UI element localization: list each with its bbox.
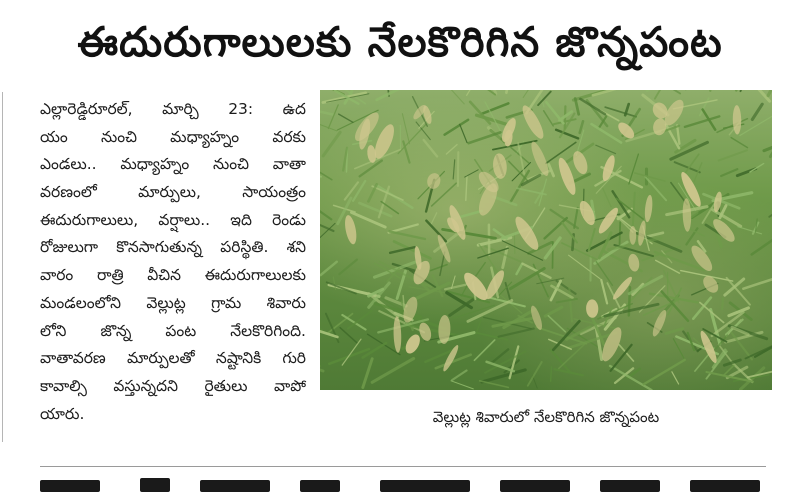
grass-blade bbox=[523, 264, 551, 278]
grass-blade bbox=[633, 193, 635, 226]
grass-blade bbox=[721, 169, 737, 176]
grass-blade bbox=[693, 298, 711, 319]
body-line: మండలంలోని వెల్లుట్ల గ్రామ శివారు bbox=[40, 293, 306, 312]
grass-blade bbox=[430, 265, 447, 271]
grass-blade bbox=[339, 260, 357, 275]
sorghum-seed-head bbox=[519, 103, 547, 141]
body-line: యం నుంచి మధ్యాహ్నం వరకు bbox=[40, 127, 306, 146]
sorghum-seed-head bbox=[682, 198, 692, 232]
grass-blade bbox=[644, 360, 685, 384]
grass-blade bbox=[514, 233, 515, 253]
grass-blade bbox=[557, 299, 577, 303]
grass-blade bbox=[575, 99, 579, 115]
grass-blade bbox=[548, 316, 565, 332]
grass-blade bbox=[752, 236, 772, 255]
sorghum-seed-head bbox=[492, 153, 508, 180]
grass-blade bbox=[646, 233, 663, 237]
grass-blade bbox=[768, 90, 772, 96]
grass-blade bbox=[580, 99, 605, 114]
grass-blade bbox=[416, 122, 430, 140]
sorghum-seed-head bbox=[586, 299, 599, 318]
sorghum-seed-head bbox=[596, 205, 621, 236]
grass-blade bbox=[474, 340, 494, 360]
grass-blade bbox=[360, 161, 382, 177]
grass-blade bbox=[424, 140, 437, 156]
sorghum-seed-head bbox=[403, 332, 423, 356]
body-line: కావాల్సి వస్తున్నదని రైతులు వాపో bbox=[40, 376, 306, 395]
grass-blade bbox=[493, 141, 537, 150]
sorghum-seed-head bbox=[644, 195, 654, 223]
grass-blade bbox=[466, 176, 467, 201]
grass-blade bbox=[722, 298, 723, 309]
grass-blade bbox=[655, 90, 663, 99]
body-line: వాతావరణ మార్పులతో నష్టానికి గురి bbox=[40, 349, 306, 368]
grass-blade bbox=[460, 124, 467, 142]
grass-blade bbox=[323, 132, 340, 156]
grass-blade bbox=[452, 371, 466, 381]
sorghum-seed-head bbox=[570, 149, 590, 176]
grass-blade bbox=[750, 164, 764, 173]
grass-blade bbox=[673, 339, 684, 358]
grass-blade bbox=[635, 173, 665, 181]
grass-blade bbox=[327, 282, 356, 293]
grass-blade bbox=[761, 188, 772, 206]
grass-blade bbox=[719, 150, 747, 160]
sorghum-seed-head bbox=[343, 214, 358, 245]
crop-field-photo bbox=[320, 90, 772, 390]
grass-blade bbox=[476, 320, 481, 334]
grass-blade bbox=[509, 161, 528, 180]
grass-blade bbox=[724, 360, 740, 365]
grass-blade bbox=[328, 105, 338, 128]
grass-blade bbox=[551, 367, 552, 381]
sorghum-seed-head bbox=[629, 226, 636, 245]
grass-blade bbox=[755, 341, 772, 357]
grass-blade bbox=[339, 114, 353, 122]
grass-blade bbox=[741, 368, 764, 390]
body-line: రోజులుగా కొనసాగుతున్న పరిస్థితి. శని bbox=[40, 238, 306, 257]
grass-blade bbox=[340, 328, 357, 343]
body-line: వారం రాత్రి వీచిన ఈదురుగాలులకు bbox=[40, 266, 306, 285]
body-line: లోని జొన్న పంట నేలకొరిగింది. bbox=[40, 321, 306, 340]
body-line: ఈదురుగాలులు, వర్షాలు.. ఇది రెండు bbox=[40, 210, 306, 229]
grass-blade bbox=[741, 90, 745, 91]
grass-blade bbox=[389, 231, 425, 239]
grass-blade bbox=[629, 154, 639, 184]
grass-blade bbox=[740, 116, 772, 135]
grass-blade bbox=[511, 171, 529, 202]
grass-blade bbox=[320, 164, 321, 177]
grass-blade bbox=[752, 104, 762, 119]
grass-blade bbox=[685, 116, 719, 127]
grass-blade bbox=[770, 133, 772, 156]
grass-blade bbox=[544, 111, 554, 126]
sorghum-seed-head bbox=[441, 344, 460, 373]
article-body bbox=[40, 96, 306, 428]
grass-blade bbox=[467, 90, 476, 95]
body-line: ఎల్లారెడ్డిరూరల్, మార్చి 23: ఉద bbox=[40, 100, 306, 118]
grass-blade bbox=[441, 90, 464, 104]
grass-blade bbox=[451, 381, 473, 389]
grass-blade bbox=[596, 262, 612, 286]
grass-blade bbox=[402, 114, 409, 144]
grass-blade bbox=[743, 274, 772, 289]
grass-blade bbox=[731, 138, 747, 148]
grass-blade bbox=[569, 288, 572, 321]
grass-blade bbox=[506, 90, 508, 93]
article-headline: ఈదురుగాలులకు నేలకొరిగిన జొన్నపంట bbox=[77, 18, 723, 66]
grass-blade bbox=[672, 372, 679, 384]
grass-blade bbox=[453, 160, 455, 179]
grass-blade bbox=[353, 181, 365, 201]
grass-blade bbox=[596, 145, 616, 153]
grass-blade bbox=[703, 110, 716, 130]
grass-blade bbox=[764, 141, 772, 150]
grass-blade bbox=[562, 243, 597, 260]
grass-blade bbox=[320, 207, 331, 220]
body-line: వరణంలో మార్పులు, సాయంత్రం bbox=[40, 183, 306, 202]
grass-blade bbox=[601, 280, 607, 303]
grass-blade bbox=[320, 110, 333, 115]
grass-blade bbox=[426, 221, 445, 242]
grass-blade bbox=[580, 121, 583, 133]
column-divider bbox=[2, 92, 3, 442]
grass-blade bbox=[482, 103, 509, 113]
grass-blade bbox=[320, 312, 325, 333]
grass-blade bbox=[677, 125, 679, 143]
grass-blade bbox=[363, 359, 372, 388]
grass-blade bbox=[446, 145, 457, 154]
body-line: ఎండలు.. మధ్యాహ్నం నుంచి వాతా bbox=[40, 155, 306, 174]
grass-blade bbox=[738, 227, 762, 234]
grass-blade bbox=[603, 188, 611, 207]
grass-blade bbox=[517, 264, 523, 275]
section-divider bbox=[40, 466, 766, 467]
grass-blade bbox=[499, 329, 534, 337]
sorghum-seed-head bbox=[528, 140, 551, 178]
grass-blade bbox=[443, 229, 496, 238]
grass-blade bbox=[321, 262, 337, 275]
grass-blade bbox=[629, 276, 662, 293]
grass-blade bbox=[545, 218, 567, 238]
grass-blade bbox=[445, 120, 469, 135]
crop-field-illustration bbox=[320, 90, 772, 390]
grass-blade bbox=[465, 170, 479, 177]
next-article-headline-fragment bbox=[0, 476, 800, 492]
body-line: యారు. bbox=[40, 404, 85, 423]
grass-blade bbox=[480, 381, 509, 388]
photo-caption: వెల్లుట్ల శివారులో నేలకొరిగిన జొన్నపంట bbox=[432, 408, 660, 426]
grass-blade bbox=[656, 260, 680, 273]
grass-blade bbox=[372, 359, 413, 383]
grass-blade bbox=[545, 307, 562, 316]
grass-blade bbox=[756, 219, 758, 232]
grass-blade bbox=[666, 329, 683, 334]
grass-blade bbox=[377, 90, 403, 100]
grass-blade bbox=[431, 213, 437, 225]
